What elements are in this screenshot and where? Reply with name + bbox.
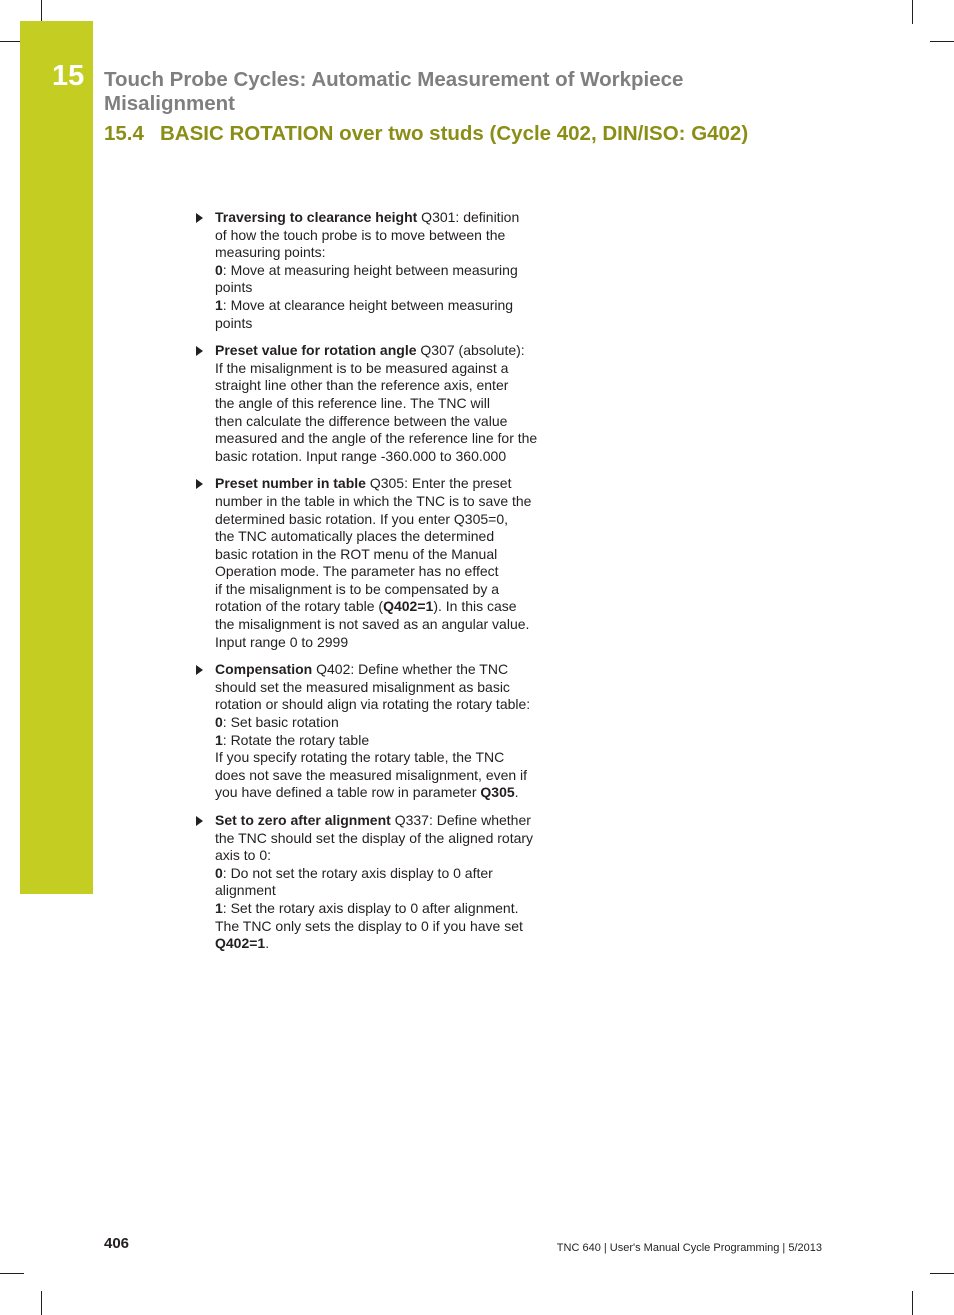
text-run: : Rotate the rotary table [222, 731, 370, 748]
crop-mark-bottom-left-h [0, 1273, 24, 1274]
text-run: points [215, 314, 253, 331]
parameter-line [215, 227, 563, 245]
parameter-line [215, 315, 563, 333]
bullet-arrow-icon [196, 665, 203, 675]
text-run: measuring points: [215, 244, 326, 261]
text-run: the angle of this reference line. The TNC will [215, 394, 490, 411]
parameter-item [193, 812, 563, 953]
text-run: you have defined a table row in parameter [215, 784, 481, 801]
parameter-line [215, 900, 563, 918]
chapter-tab [20, 21, 93, 894]
parameter-line [215, 475, 563, 493]
bold-text: Compensation [215, 661, 313, 678]
text-run: : Set basic rotation [222, 714, 339, 731]
bold-text: Preset number in table [215, 475, 366, 492]
text-run: if the misalignment is to be compensated by a [215, 580, 500, 597]
text-run: does not save the measured misalignment, even if [215, 766, 528, 783]
text-run: number in the table in which the TNC is to save the [215, 492, 532, 509]
crop-mark-bottom-right-h [930, 1273, 954, 1274]
bullet-arrow-icon [196, 346, 203, 356]
section-heading [104, 122, 924, 146]
bold-text: Preset value for rotation angle [215, 342, 417, 359]
text-run: : Move at clearance height between measuring [222, 296, 514, 313]
text-run: Q305: Enter the preset [365, 475, 512, 492]
text-run: measured and the angle of the reference line for the [215, 430, 538, 447]
crop-mark-bottom-right-v [912, 1291, 913, 1315]
footer-text: TNC 640 | User's Manual Cycle Programming | 5/2013 [556, 1242, 822, 1254]
parameter-line [215, 812, 563, 830]
parameter-line [215, 882, 563, 900]
parameter-line [215, 935, 563, 953]
text-run: The TNC only sets the display to 0 if you have set [215, 917, 523, 934]
parameter-item [193, 661, 563, 802]
parameter-line [215, 581, 563, 599]
page-number: 406 [104, 1235, 130, 1252]
bold-text: Q402=1 [383, 598, 434, 615]
parameter-line [215, 661, 563, 679]
parameter-item [193, 342, 563, 465]
chapter-number: 15 [52, 60, 85, 92]
text-run: the TNC automatically places the determined [215, 528, 495, 545]
parameter-line [215, 749, 563, 767]
bullet-arrow-icon [196, 479, 203, 489]
text-run: then calculate the difference between the value [215, 412, 508, 429]
text-run: points [215, 279, 253, 296]
parameter-line [215, 395, 563, 413]
parameter-line [215, 616, 563, 634]
text-run: rotation or should align via rotating the rotary table: [215, 696, 531, 713]
parameter-line [215, 511, 563, 529]
parameter-line [215, 714, 563, 732]
parameter-line [215, 448, 563, 466]
parameter-line [215, 279, 563, 297]
text-run: Q337: Define whether [390, 812, 531, 828]
text-run: If you specify rotating the rotary table, the TNC [215, 749, 505, 766]
bold-text: 0 [215, 864, 223, 881]
bold-text: 0 [215, 261, 223, 278]
parameter-line [215, 784, 563, 802]
parameter-item [193, 209, 563, 332]
text-run: basic rotation. Input range -360.000 to 360.000 [215, 447, 507, 464]
parameter-line [215, 767, 563, 785]
bold-text: 0 [215, 714, 223, 731]
parameter-line [215, 847, 563, 865]
text-run: Operation mode. The parameter has no effect [215, 563, 499, 580]
bold-text: Q402=1 [215, 935, 266, 952]
section-title: BASIC ROTATION over two studs (Cycle 402, DIN/ISO: G402) [160, 122, 749, 145]
parameter-line [215, 563, 563, 581]
parameter-line [215, 546, 563, 564]
text-run: ). In this case [433, 598, 517, 615]
parameter-line [215, 413, 563, 431]
text-run: Q301: definition [417, 209, 520, 225]
text-run: : Move at measuring height between measuring [222, 261, 518, 278]
text-run: : Do not set the rotary axis display to 0 after [222, 864, 493, 881]
bold-text: 1 [215, 731, 223, 748]
parameter-line [215, 262, 563, 280]
text-run: : Set the rotary axis display to 0 after alignment. [222, 899, 519, 916]
text-run: . [514, 784, 519, 801]
parameter-line [215, 342, 563, 360]
parameter-line [215, 830, 563, 848]
text-run: straight line other than the reference axis, enter [215, 377, 509, 394]
parameter-line [215, 297, 563, 315]
text-run: the TNC should set the display of the aligned rotary [215, 829, 534, 846]
parameter-line [215, 865, 563, 883]
text-run: the misalignment is not saved as an angular value. [215, 616, 530, 633]
parameter-line [215, 493, 563, 511]
bullet-arrow-icon [196, 213, 203, 223]
text-run: basic rotation in the ROT menu of the Manual [215, 545, 498, 562]
parameter-line [215, 377, 563, 395]
bold-text: Traversing to clearance height [215, 209, 418, 225]
text-run: . [265, 935, 270, 952]
chapter-title: Touch Probe Cycles: Automatic Measurement of Workpiece Misalignment [104, 68, 684, 115]
text-run: Q402: Define whether the TNC [312, 661, 509, 678]
text-run: should set the measured misalignment as basic [215, 678, 510, 695]
bullet-arrow-icon [196, 816, 203, 826]
parameter-line [215, 634, 563, 652]
parameter-line [215, 696, 563, 714]
crop-mark-top-right-v [912, 0, 913, 24]
parameter-line [215, 598, 563, 616]
parameter-line [215, 244, 563, 262]
crop-mark-top-right-h [930, 41, 954, 42]
parameter-line [215, 732, 563, 750]
text-run: determined basic rotation. If you enter Q305=0, [215, 510, 509, 527]
parameter-line [215, 528, 563, 546]
text-run: Input range 0 to 2999 [215, 633, 349, 650]
parameter-line [215, 360, 563, 378]
text-run: alignment [215, 882, 276, 899]
bold-text: 1 [215, 296, 223, 313]
text-run: rotation of the rotary table ( [215, 598, 384, 615]
bold-text: 1 [215, 899, 223, 916]
text-run: Q307 (absolute): [416, 342, 525, 359]
text-run: If the misalignment is to be measured against a [215, 359, 509, 376]
parameter-line [215, 679, 563, 697]
parameter-item [193, 475, 563, 651]
parameter-line [215, 430, 563, 448]
parameter-list [193, 209, 563, 963]
parameter-line [215, 209, 563, 227]
text-run: axis to 0: [215, 847, 272, 864]
parameter-line [215, 918, 563, 936]
section-number: 15.4 [104, 122, 144, 145]
bold-text: Q305 [480, 784, 515, 801]
bold-text: Set to zero after alignment [215, 812, 391, 828]
text-run: of how the touch probe is to move between the [215, 226, 506, 243]
crop-mark-bottom-left-v [41, 1291, 42, 1315]
